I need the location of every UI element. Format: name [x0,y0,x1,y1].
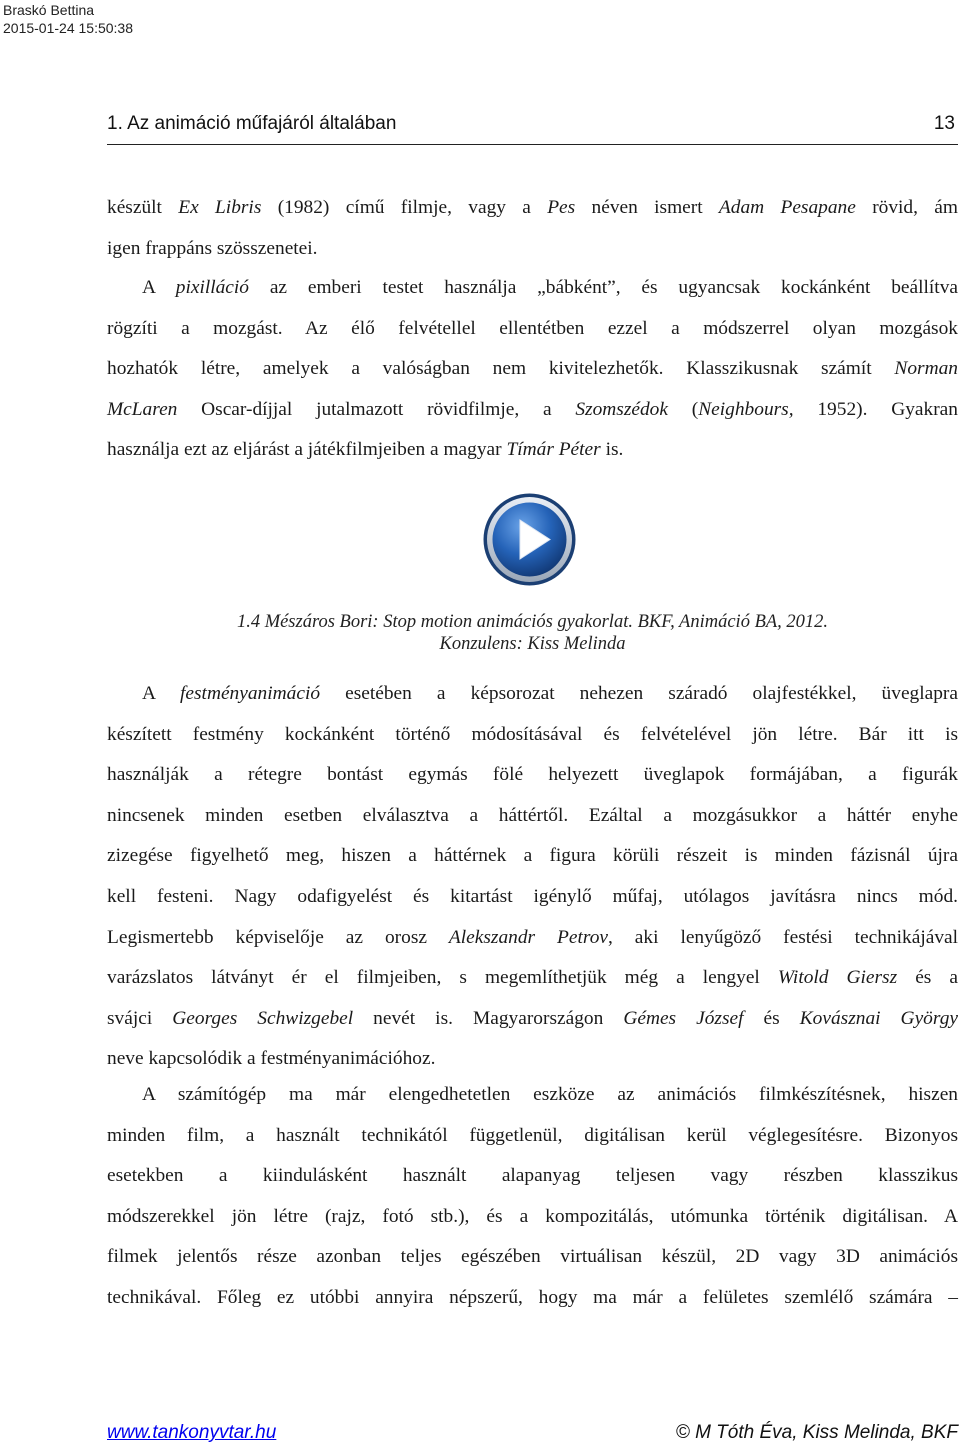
text-line: módszerekkel jön létre (rajz, fotó stb.), és a kompozitálás, utómunka történik digitálisan. A [107,1205,958,1227]
text-line: A pixilláció az emberi testet használja „bábként”, és ugyancsak kockánként beállítva [142,277,959,298]
text-line: hozhatók létre, amelyek a valóságban nem kivitelezhetők. Klasszikusnak számít Norman [107,358,958,380]
text-line: technikával. Főleg ez utóbbi annyira népszerű, hogy ma már a felületes szemlélő számára – [107,1286,958,1308]
paragraph-3 [107,674,958,1080]
text-line: A festményanimáció esetében a képsorozat nehezen száradó olajfestékkel, üveglapra [142,683,958,704]
text-line: esetekben a kiindulásként használt alapanyag teljesen vagy részben klasszikus [107,1165,958,1187]
page-number: 13 [933,113,955,134]
text-line: használják a rétegre bontást egymás fölé helyezett üveglapok formájában, a figurák [107,764,958,786]
text-line: filmek jelentős része azonban teljes egészében virtuálisan készül, 2D vagy 3D animációs [107,1246,958,1268]
text-line: rögzíti a mozgást. Az élő felvétellel ellentétben ezzel a módszerrel olyan mozgások [107,317,958,339]
page-footer [107,1422,958,1444]
text-line: svájci Georges Schwizgebel nevét is. Magyarországon Gémes József és Kovásznai György [107,1007,958,1029]
text-line: McLaren Oscar-díjjal jutalmazott rövidfilmje, a Szomszédok (Neighbours, 1952). Gyakran [107,398,958,420]
text-line: neve kapcsolódik a festményanimációhoz. [107,1048,436,1070]
text-line: használja ezt az eljárást a játékfilmjeiben a magyar Tímár Péter is. [107,439,624,461]
play-icon [482,492,577,587]
text-line: készített festmény kockánként történő módosításával és felvételével jön létre. Bár itt is [107,723,958,745]
paragraph-4 [107,1075,958,1319]
author-name: Braskó Bettina [3,2,95,18]
paragraph-1 [107,188,958,269]
text-line: varázslatos látványt ér el filmjeiben, s megemlíthetjük még a lengyel Witold Giersz és a [107,967,958,989]
website-link[interactable]: www.tankonyvtar.hu [107,1422,277,1443]
text-line: minden film, a használt technikától függetlenül, digitálisan kerül véglegesítésre. Bizonyos [107,1124,958,1146]
text-line: igen frappáns szösszenetei. [107,237,318,259]
text-line: Legismertebb képviselője az orosz Alekszandr Petrov, aki lenyűgöző festési technikájával [107,926,959,948]
text-line: kell festeni. Nagy odafigyelést és kitartást igénylő műfaj, utólagos javításra nincs mód. [107,885,958,907]
chapter-title: 1. Az animáció műfajáról általában [107,113,397,134]
page-header [107,113,955,137]
caption-line: 1.4 Mészáros Bori: Stop motion animációs gyakorlat. BKF, Animáció BA, 2012. [236,612,829,632]
text-line: A számítógép ma már elengedhetetlen eszköze az animációs filmkészítésnek, hiszen [142,1084,958,1105]
header-divider [107,144,958,145]
caption-line: Konzulens: Kiss Melinda [439,634,626,654]
timestamp: 2015-01-24 15:50:38 [3,20,133,36]
copyright-notice: © M Tóth Éva, Kiss Melinda, BKF [675,1422,958,1443]
document-metadata [3,1,133,37]
figure-caption [107,611,958,655]
video-play-button[interactable] [482,492,577,587]
paragraph-2 [107,268,958,471]
text-line: készült Ex Libris (1982) című filmje, vagy a Pes néven ismert Adam Pesapane rövid, ám [107,197,958,218]
text-line: zizegése figyelhető meg, hiszen a háttérnek a figura körüli részeit is minden fázisnál újra [107,845,958,867]
text-line: nincsenek minden esetben elválasztva a háttértől. Ezáltal a mozgásukkor a háttér enyhe [107,804,958,826]
